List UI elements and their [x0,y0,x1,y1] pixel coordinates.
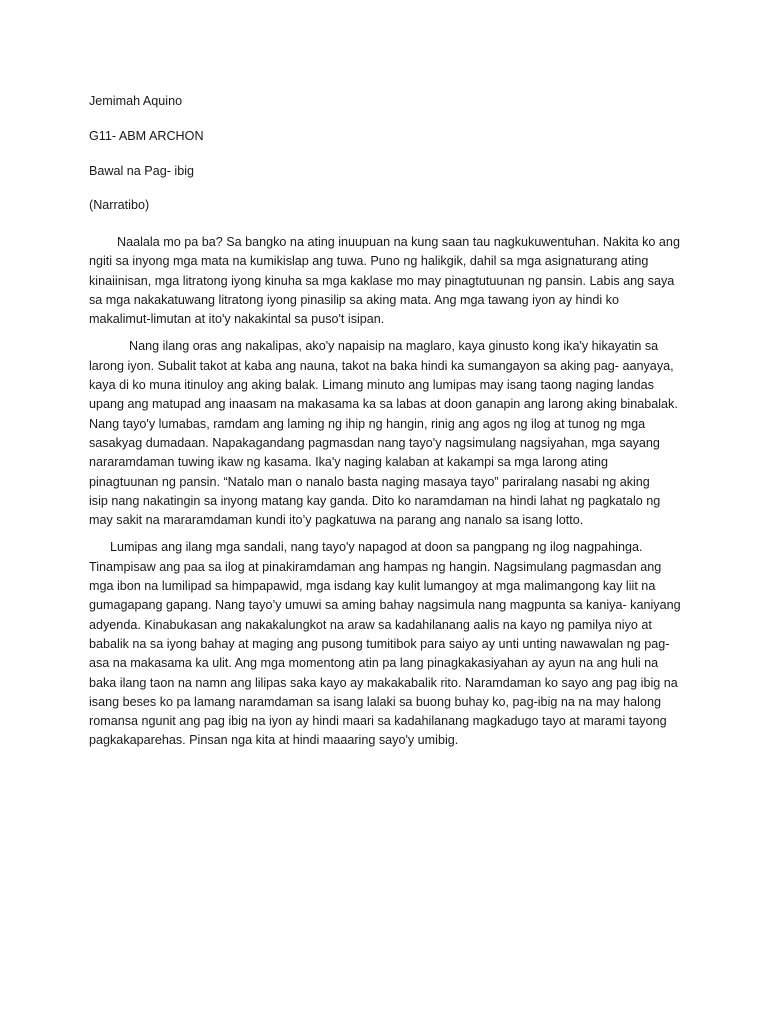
document-title: Bawal na Pag- ibig [89,163,195,178]
class-section: G11- ABM ARCHON [89,128,204,143]
paragraph-line: nararamdaman tuwing ikaw ng kasama. Ika'y naging kalaban at kakampi sa mga larong ating [89,455,609,470]
document-body [89,233,681,759]
paragraph-line: upang ang matupad ang inaasam na makasama ka sa labas at doon ganapin ang larong aking binabalak. [89,397,678,412]
paragraph-line: gumagapang gapang. Nang tayo’y umuwi sa aming bahay nagsimula nang magpunta sa kaniya- kaniyang [89,598,681,613]
paragraph-line: Nang ilang oras ang nakalipas, ako'y napaisip na maglaro, kaya ginusto kong ika'y hikayatin sa [129,339,659,354]
paragraph-line: adyenda. Kinabukasan ang nakakalungkot na araw sa kadahilanang aalis na kayo ng pamilya niyo at [89,617,652,632]
paragraph-line: baka ilang taon na namn ang lilipas saka kayo ay makakabalik rito. Naramdaman ko sayo ang pag ibig na [89,675,678,690]
paragraph-line: isang beses ko pa lamang naramdaman sa isang lalaki sa buong buhay ko, pag-ibig na na may halong [89,694,661,709]
paragraph-line: Lumipas ang ilang mga sandali, nang tayo'y napagod at doon sa pangpang ng ilog nagpahinga. [110,540,643,555]
paragraph-line: sa mga nakakatuwang litratong iyong pinasilip sa aking mata. Ang mga tawang iyon ay hindi ko [89,292,619,307]
paragraph-line: ngiti sa inyong mga mata na kumikislap ang tuwa. Puno ng halikgik, dahil sa mga asignaturang ating [89,254,649,269]
paragraph-line: romansa ngunit ang pag ibig na iyon ay hindi maari sa kadahilanang magkadugo tayo at marami tayong [89,714,667,729]
paragraph-line: asa na makasama ka ulit. Ang mga momentong atin pa lang pinagkakasiyahan ay ayun na ang huli na [89,656,659,671]
paragraph-3 [89,538,681,750]
paragraph-line: babalik na sa iyong bahay at maging ang pusong tumitibok para saiyo ay unti unting nawawalan ng pag- [89,636,670,651]
paragraph-line: pagkakaparehas. Pinsan nga kita at hindi maaaring sayo'y umibig. [89,733,459,748]
document-header [89,92,689,231]
paragraph-line: may sakit na mararamdaman kundi ito’y pagkatuwa na parang ang nanalo sa isang lotto. [89,513,584,528]
paragraph-line: pinagtuunan ng pansin. “Natalo man o nanalo basta naging masaya tayo” pariralang nasabi ng aking [89,474,650,489]
paragraph-line: makalimut-limutan at ito'y nakakintal sa puso't isipan. [89,312,385,327]
paragraph-line: Tinampisaw ang paa sa ilog at pinakiramdaman ang hampas ng hangin. Nagsimulang pagmasdan ang [89,559,662,574]
paragraph-line: sasakyag dumadaan. Napakagandang pagmasdan nang tayo'y nagsimulang nagsiyahan, mga sayang [89,435,660,450]
paragraph-line: larong iyon. Subalit takot at kaba ang nauna, takot na baka hindi ka sumangayon sa aking pag- aanyaya, [89,358,674,373]
document-genre: (Narratibo) [89,198,150,213]
paragraph-line: kaya di ko muna itinuloy ang aking balak. Limang minuto ang lumipas may isang taong naging landas [89,378,654,393]
paragraph-2 [89,337,677,530]
author-name: Jemimah Aquino [89,94,183,108]
paragraph-line: Naalala mo pa ba? Sa bangko na ating inuupuan na kung saan tau nagkukuwentuhan. Nakita ko ang [117,235,680,249]
paragraph-line: isip nang nakatingin sa inyong matang kay ganda. Dito ko naramdaman na hindi lahat ng pagkatalo ng [89,493,661,508]
paragraph-line: kinaiinisan, mga litratong iyong kinuha sa mga kaklase mo may pinagtutuunan ng pansin. Labis ang saya [89,273,675,288]
paragraph-1 [89,233,680,329]
paragraph-line: Nang tayo'y lumabas, ramdam ang laming ng ihip ng hangin, rinig ang agos ng ilog at tunog ng mga [89,416,646,431]
paragraph-line: mga ibon na lumilipad sa himpapawid, mga isdang kay kulit lumangoy at mga malimangong kay liit na [89,579,656,594]
